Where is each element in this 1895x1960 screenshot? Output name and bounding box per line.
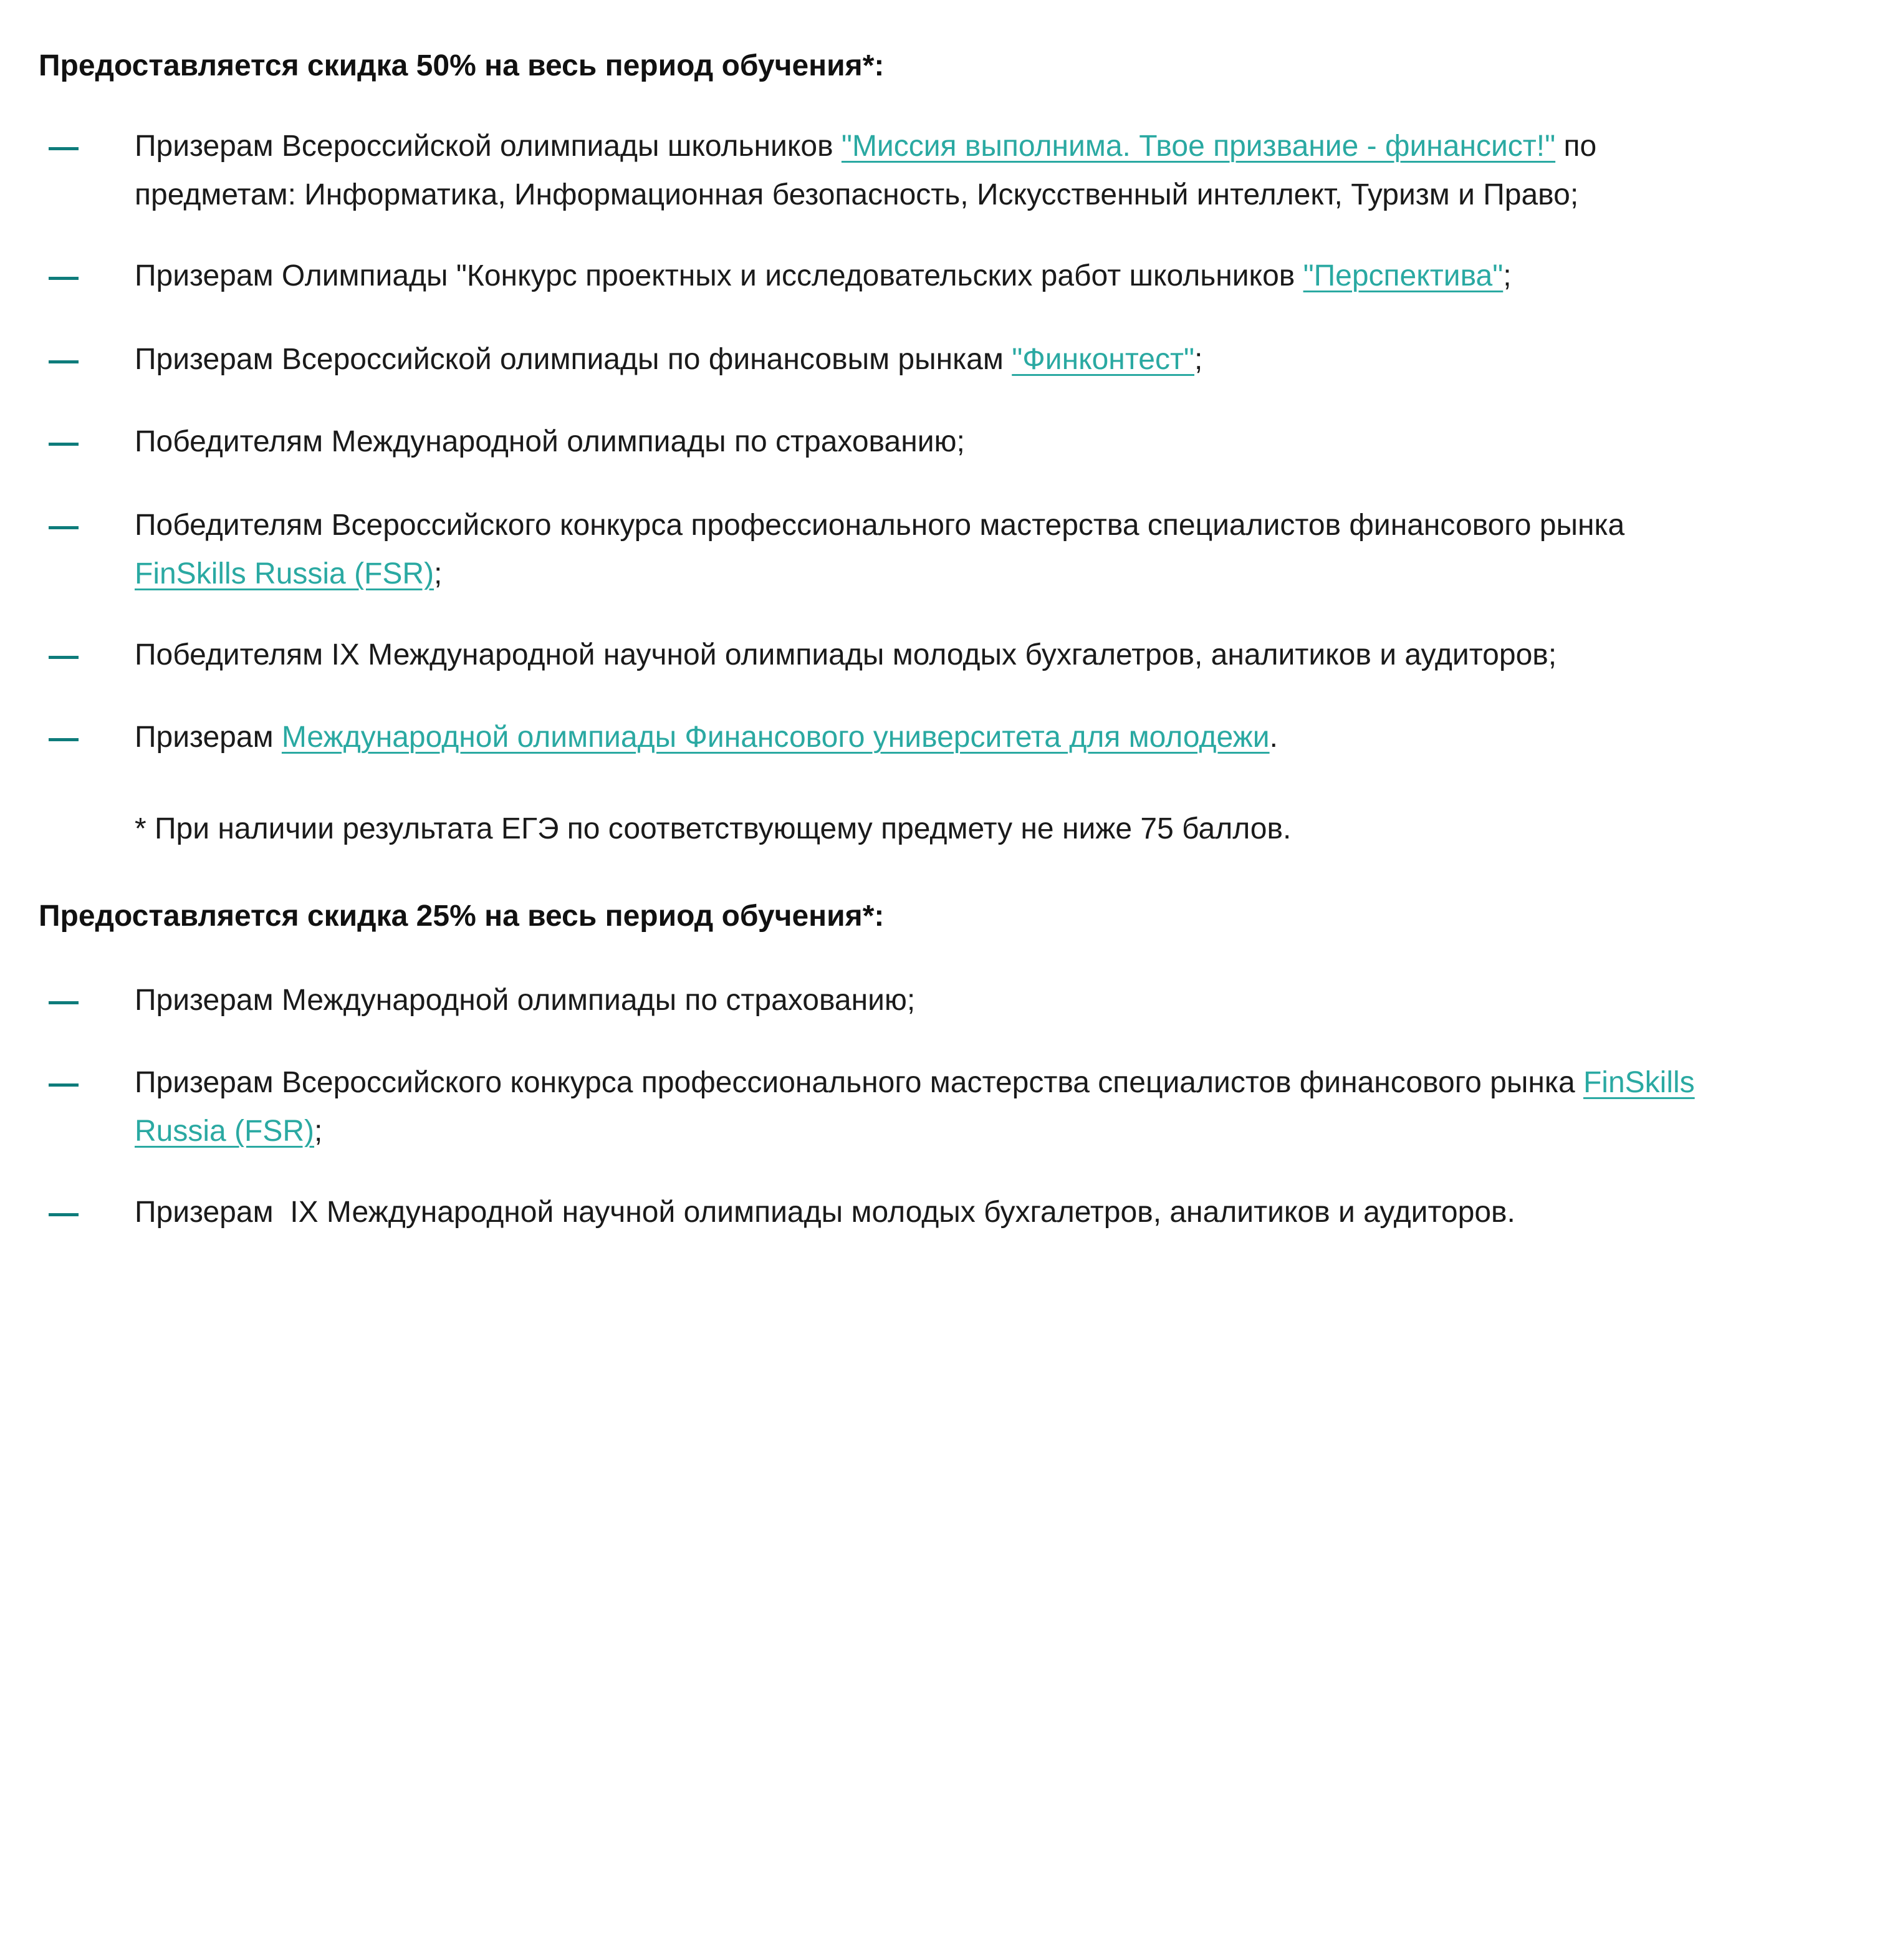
item-text-line2: предметам: Информатика, Информационная безопасность, Искусственный интеллект, Туризм и Право; [135, 178, 1579, 211]
dash-bullet-icon [49, 277, 79, 280]
item-text-pre: Призерам Всероссийской олимпиады по финансовым рынкам [135, 343, 1012, 376]
dash-bullet-icon [49, 360, 79, 363]
list-item-text [135, 122, 1855, 219]
dash-bullet-icon [49, 1001, 79, 1004]
dash-bullet-icon [49, 443, 79, 446]
olympiad-link-fincontest[interactable]: "Финконтест" [1012, 343, 1194, 376]
item-text-pre: Призерам Всероссийского конкурса профессионального мастерства специалистов финансового рынка [135, 1066, 1583, 1099]
item-text-pre: Призерам [135, 721, 282, 754]
dash-bullet-icon [49, 147, 79, 150]
list-item-text [135, 1188, 1855, 1237]
dash-bullet-icon [49, 1083, 79, 1087]
dash-bullet-icon [49, 1213, 79, 1216]
dash-bullet-icon [49, 738, 79, 741]
item-text-post: ; [434, 557, 443, 590]
list-item-text [135, 418, 1855, 466]
dash-bullet-icon [49, 656, 79, 659]
olympiad-link-perspektiva[interactable]: "Перспектива" [1303, 259, 1504, 292]
item-text: Призерам Международной олимпиады по страхованию; [135, 984, 916, 1017]
finskills-link-part2[interactable]: Russia (FSR) [135, 1115, 315, 1148]
olympiad-link-mission[interactable]: "Миссия выполнима. Твое призвание - финансист!" [841, 130, 1556, 163]
dash-bullet-icon [49, 526, 79, 529]
list-item-text [135, 631, 1855, 680]
list-item-text [135, 713, 1855, 762]
footnote: * При наличии результата ЕГЭ по соответствующему предмету не ниже 75 баллов. [135, 812, 1292, 845]
discount-25-heading: Предоставляется скидка 25% на весь период обучения*: [39, 900, 885, 933]
item-text-post: по [1555, 130, 1597, 163]
item-text-post: ; [1194, 343, 1203, 376]
item-text: Победителям Международной олимпиады по страхованию; [135, 425, 965, 458]
item-text-pre: Призерам Олимпиады "Конкурс проектных и исследовательских работ школьников [135, 259, 1303, 292]
list-item-text [135, 252, 1855, 300]
discount-50-heading: Предоставляется скидка 50% на весь период обучения*: [39, 49, 885, 82]
list-item-text [135, 976, 1855, 1025]
list-item-text [135, 1059, 1855, 1156]
finskills-link-part1[interactable]: FinSkills [1583, 1066, 1695, 1099]
item-text-pre: Призерам Всероссийской олимпиады школьников [135, 130, 842, 163]
item-text-post: ; [314, 1115, 323, 1148]
item-text: Победителям IX Международной научной олимпиады молодых бухгалетров, аналитиков и аудиторов; [135, 638, 1557, 671]
item-text-post: . [1269, 721, 1278, 754]
item-text: Призерам IX Международной научной олимпиады молодых бухгалетров, аналитиков и аудиторов. [135, 1196, 1515, 1229]
item-text-post: ; [1503, 259, 1512, 292]
list-item-text [135, 335, 1855, 384]
fu-olympiad-link[interactable]: Международной олимпиады Финансового университета для молодежи [281, 721, 1270, 754]
list-item-text [135, 501, 1855, 598]
finskills-link[interactable]: FinSkills Russia (FSR) [135, 557, 434, 590]
item-text-line1: Победителям Всероссийского конкурса профессионального мастерства специалистов финансового рынка [135, 509, 1625, 542]
